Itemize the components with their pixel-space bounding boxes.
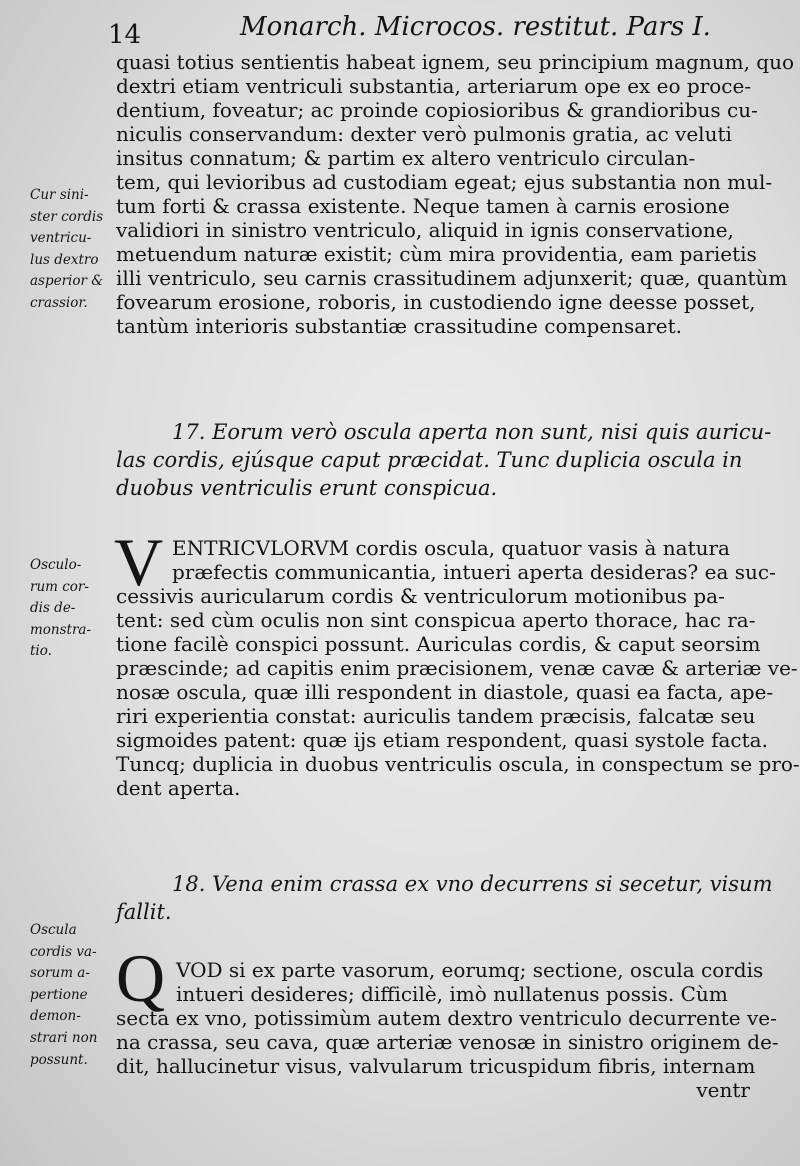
margin-note-3: Oscula cordis va- sorum a- pertione demon- strari non possunt. xyxy=(30,922,98,1068)
text-line: tantùm interioris substantiæ crassitudine compensaret. xyxy=(116,314,682,338)
text-line: niculis conservandum: dexter verò pulmonis gratia, ac veluti xyxy=(116,122,732,146)
text-line: metuendum naturæ existit; cùm mira providentia, eam parietis xyxy=(116,242,757,266)
text-line: validiori in sinistro ventriculo, aliquid in ignis conservatione, xyxy=(116,218,734,242)
drop-cap-v: V xyxy=(114,524,164,600)
section17-heading: 17. Eorum verò oscula aperta non sunt, nisi quis auricu- las cordis, ejúsque caput præcidat. Tunc duplicia oscula in duobus ventriculis erunt conspicua. xyxy=(116,420,772,500)
margin-note-1: Cur sini- ster cordis ventricu- lus dextro asperior & crassior. xyxy=(30,187,104,311)
drop-cap-q: Q xyxy=(116,940,166,1016)
margin-note-2: Osculo- rum cor- dis de- monstra- tio. xyxy=(30,557,92,660)
text-line: dextri etiam ventriculi substantia, arteriarum ope ex eo proce- xyxy=(116,74,752,98)
text-line: tem, qui levioribus ad custodiam egeat; ejus substantia non mul- xyxy=(116,170,773,194)
text-line: fovearum erosione, roboris, in custodiendo igne deesse posset, xyxy=(116,290,756,314)
text-line-struck: insitus connatum; & partim ex altero ventriculo circulan- xyxy=(116,146,696,170)
catchword: ventr xyxy=(696,1078,750,1102)
page-header xyxy=(0,8,800,48)
text-line: tum forti & crassa existente. Neque tamen à carnis erosione xyxy=(116,194,730,218)
text-line: quasi totius sentientis habeat ignem, seu principium magnum, quo xyxy=(116,50,795,74)
running-head: Monarch. Microcos. restitut. Pars I. xyxy=(240,12,711,42)
section18-heading: 18. Vena enim crassa ex vno decurrens si secetur, visum fallit. xyxy=(116,872,773,924)
section18-text: VOD si ex parte vasorum, eorumq; sectione, oscula cordis intueri desideres; difficilè, imò nullatenus possis. Cùm secta ex vno, potissimùm autem dextro ventriculo decurrente ve- na crassa, seu cava, quæ arteriæ venosæ in sinistro originem de- dit, hallucinetur visus, valvularum tricuspidum fibris, internam ventr xyxy=(116,958,779,1102)
text-line: dentium, foveatur; ac proinde copiosioribus & grandioribus cu- xyxy=(116,98,758,122)
section1-text xyxy=(116,50,795,338)
text-line: illi ventriculo, seu carnis crassitudinem adjunxerit; quæ, quantùm xyxy=(116,266,788,290)
section17-text: ENTRICVLORVM cordis oscula, quatuor vasis à natura præfectis communicantia, intueri aperta desideras? ea suc- cessivis auricularum cordis & ventriculorum motionibus pa- tent: sed cùm oculis non sint conspicua aperto thorace, hac ra- tione facilè conspici possunt. Auriculas cordis, & caput seorsim præscinde; ad capitis enim præcisionem, venæ cavæ & arteriæ ve- nosæ oscula, quæ illi respondent in diastole, quasi ea facta, ape- riri experientia constat: auriculis tandem præcisis, falcatæ seu sigmoides patent: quæ ijs etiam respondent, quasi systole facta. Tuncq; duplicia in duobus ventriculis oscula, in conspectum se pro- dent aperta. xyxy=(116,536,800,800)
page-number: 14 xyxy=(108,20,142,50)
